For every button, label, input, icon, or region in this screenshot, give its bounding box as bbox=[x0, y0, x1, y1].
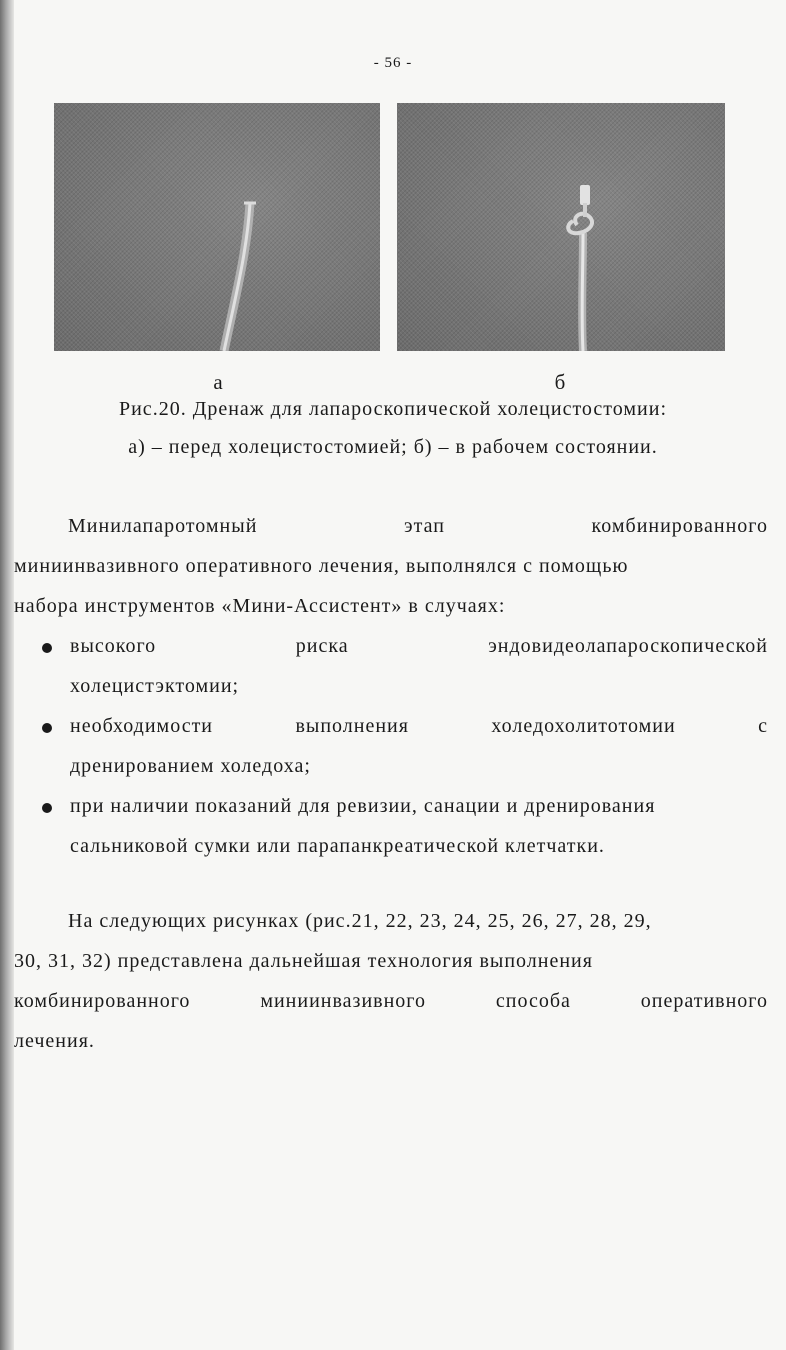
bullet2-line1 bbox=[70, 715, 768, 738]
paragraph1-line2: миниинвазивного оперативного лечения, выполнялся с помощью bbox=[14, 555, 629, 577]
word: высокого bbox=[70, 635, 157, 657]
paragraph1-line1 bbox=[68, 515, 768, 538]
word: холедохолитотомии bbox=[491, 715, 676, 737]
scan-edge-shadow bbox=[0, 0, 14, 1350]
bullet1-line2: холецистэктомии; bbox=[70, 675, 240, 697]
word: оперативного bbox=[640, 990, 768, 1012]
bullet2-line2: дренированием холедоха; bbox=[70, 755, 311, 777]
bullet1-line1 bbox=[70, 635, 768, 658]
word: комбинированного bbox=[14, 990, 191, 1012]
word: эндовидеолапароскопической bbox=[488, 635, 768, 657]
bullet-icon bbox=[42, 803, 52, 813]
figure-caption-title: Рис.20. Дренаж для лапароскопической холецистостомии: bbox=[118, 398, 668, 420]
paragraph2-line3 bbox=[14, 990, 768, 1013]
word: необходимости bbox=[70, 715, 214, 737]
word: риска bbox=[295, 635, 349, 657]
photo-drain-working bbox=[397, 103, 725, 351]
word: с bbox=[758, 715, 768, 737]
page-number: - 56 - bbox=[373, 55, 413, 71]
word: этап bbox=[404, 515, 445, 537]
figure-label-a: а bbox=[213, 370, 223, 394]
bullet3-line1: при наличии показаний для ревизии, санации и дренирования bbox=[70, 795, 656, 817]
word: комбинированного bbox=[591, 515, 768, 537]
photo-drain-before bbox=[54, 103, 380, 351]
paragraph1-line3: набора инструментов «Мини-Ассистент» в случаях: bbox=[14, 595, 506, 617]
bullet-icon bbox=[42, 723, 52, 733]
bullet3-line2: сальниковой сумки или парапанкреатической клетчатки. bbox=[70, 835, 605, 857]
paragraph2-line4: лечения. bbox=[14, 1030, 95, 1052]
word: способа bbox=[495, 990, 571, 1012]
drain-tube-straight bbox=[54, 103, 380, 351]
drain-tube-curled bbox=[397, 103, 725, 351]
paragraph2-line2: 30, 31, 32) представлена дальнейшая технология выполнения bbox=[14, 950, 593, 972]
word: миниинвазивного bbox=[260, 990, 426, 1012]
figure-caption-legend: а) – перед холецистостомией; б) – в рабочем состоянии. bbox=[128, 436, 658, 458]
figure-label-b: б bbox=[554, 370, 566, 394]
word: выполнения bbox=[295, 715, 409, 737]
paragraph2-line1: На следующих рисунках (рис.21, 22, 23, 24, 25, 26, 27, 28, 29, bbox=[68, 910, 652, 932]
bullet-icon bbox=[42, 643, 52, 653]
word: Минилапаротомный bbox=[68, 515, 258, 537]
